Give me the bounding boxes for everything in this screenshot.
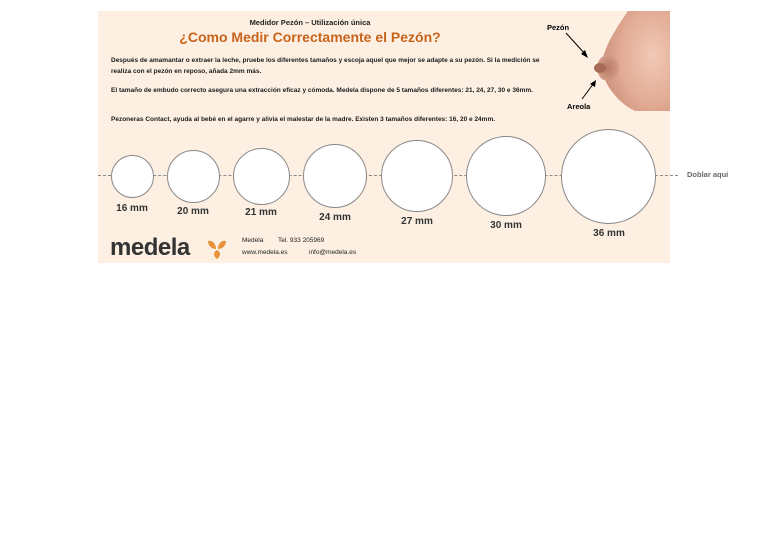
card-subtitle: Medidor Pezón – Utilización única xyxy=(249,18,371,27)
size-circle-27 xyxy=(381,140,453,212)
size-label: 24 mm xyxy=(319,212,351,223)
size-label: 27 mm xyxy=(401,216,433,227)
areola-label: Areola xyxy=(567,102,591,111)
pezon-label: Pezón xyxy=(547,23,570,32)
nipple-photo xyxy=(590,11,670,111)
size-circle-24 xyxy=(303,144,367,208)
size-label: 36 mm xyxy=(593,228,625,239)
size-circle-20 xyxy=(167,150,220,203)
size-circle-21 xyxy=(233,148,290,205)
instruction-paragraph: Pezoneras Contact, ayuda al bebé en el agarre y alivia el malestar de la madre. Existen 3 tamaños diferentes: 16, 20 e 24mm. xyxy=(111,116,496,123)
size-label: 16 mm xyxy=(116,203,148,214)
size-label: 20 mm xyxy=(177,206,209,217)
instruction-paragraph: El tamaño de embudo correcto asegura una extracción eficaz y cómoda. Medela dispone de 5 tamaños diferentes: 21, 24, 27, 30 e 36mm. xyxy=(111,87,533,94)
medela-flower-icon xyxy=(204,238,230,260)
contact-phone: Tel. 933 205969 xyxy=(278,237,325,244)
instruction-paragraph: Después de amamantar o extraer la leche, pruebe los diferentes tamaños y escoja aquel que mejor se adapte a su pezón. Si la medición se realiza con el pezón en reposo, añada 2mm más. xyxy=(111,57,540,75)
card-title: ¿Como Medir Correctamente el Pezón? xyxy=(179,29,441,45)
size-circle-16 xyxy=(111,155,154,198)
size-label: 21 mm xyxy=(245,207,277,218)
contact-email[interactable]: info@medela.es xyxy=(309,249,357,256)
size-circle-36 xyxy=(561,129,656,224)
size-circle-30 xyxy=(466,136,546,216)
size-label: 30 mm xyxy=(490,220,522,231)
brand-logo-text: medela xyxy=(110,234,190,261)
contact-company: Medela xyxy=(242,237,264,244)
fold-label: Doblar aquí xyxy=(687,170,729,179)
contact-website[interactable]: www.medela.es xyxy=(242,249,288,256)
